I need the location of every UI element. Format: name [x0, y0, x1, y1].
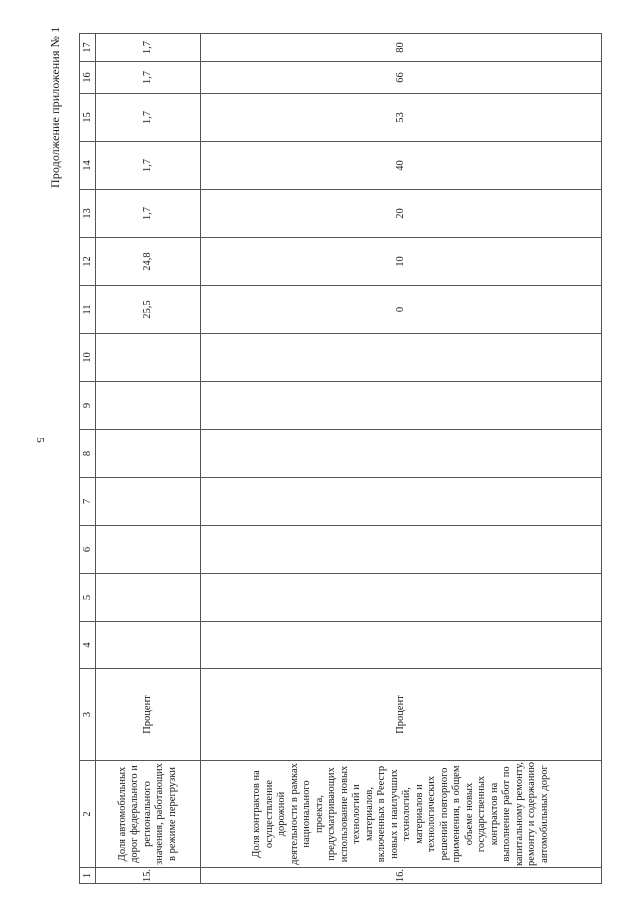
value-cell: 80 [201, 34, 602, 62]
column-header: 1 [80, 868, 96, 884]
value-cell [96, 574, 201, 622]
value-cell: 40 [201, 142, 602, 190]
unit-cell: Процент [201, 669, 602, 761]
value-cell: 20 [201, 190, 602, 238]
column-header: 10 [80, 334, 96, 382]
value-cell [96, 334, 201, 382]
column-header: 4 [80, 622, 96, 669]
value-cell [201, 430, 602, 478]
value-cell: 10 [201, 238, 602, 286]
value-cell: 0 [201, 286, 602, 334]
value-cell [96, 622, 201, 669]
table-row [96, 34, 201, 884]
page-number: 5 [34, 437, 46, 443]
indicators-table [79, 33, 602, 884]
value-cell: 66 [201, 62, 602, 94]
value-cell [96, 478, 201, 526]
indicator-name: Доля контрактов на осуществление дорожной деятельности в рамках национального проекта, предусматривающих использование новых технологий и материалов, включенных в Реестр новых и наилучших технологий, материалов и технологических решений повторного применения, в общем объеме новых государственных контрактов на выполнение работ по капитальному ремонту, ремонту и содержанию автомобильных дорог [201, 761, 602, 868]
column-numbers-row [80, 34, 96, 884]
column-header: 14 [80, 142, 96, 190]
value-cell: 1,7 [96, 34, 201, 62]
value-cell: 53 [201, 94, 602, 142]
column-header: 11 [80, 286, 96, 334]
column-header: 8 [80, 430, 96, 478]
column-header: 3 [80, 669, 96, 761]
value-cell: 1,7 [96, 142, 201, 190]
value-cell [201, 622, 602, 669]
column-header: 7 [80, 478, 96, 526]
table-rotated-container [79, 34, 601, 884]
value-cell [96, 526, 201, 574]
column-header: 5 [80, 574, 96, 622]
value-cell [201, 526, 602, 574]
value-cell: 1,7 [96, 62, 201, 94]
value-cell: 1,7 [96, 94, 201, 142]
column-header: 2 [80, 761, 96, 868]
value-cell [201, 478, 602, 526]
row-number: 16. [201, 868, 602, 884]
column-header: 13 [80, 190, 96, 238]
appendix-continuation-note: Продолжение приложения № 1 [48, 26, 62, 188]
row-number: 15. [96, 868, 201, 884]
column-header: 15 [80, 94, 96, 142]
value-cell: 1,7 [96, 190, 201, 238]
table-row [201, 34, 602, 884]
value-cell [201, 334, 602, 382]
value-cell [201, 574, 602, 622]
unit-cell: Процент [96, 669, 201, 761]
column-header: 6 [80, 526, 96, 574]
indicator-name: Доля автомобильных дорог федерального и регионального значения, работающих в режиме перегрузки [96, 761, 201, 868]
column-header: 16 [80, 62, 96, 94]
value-cell [201, 382, 602, 430]
value-cell: 25,5 [96, 286, 201, 334]
column-header: 17 [80, 34, 96, 62]
value-cell [96, 382, 201, 430]
table-frame [79, 34, 601, 884]
column-header: 12 [80, 238, 96, 286]
column-header: 9 [80, 382, 96, 430]
value-cell [96, 430, 201, 478]
value-cell: 24,8 [96, 238, 201, 286]
